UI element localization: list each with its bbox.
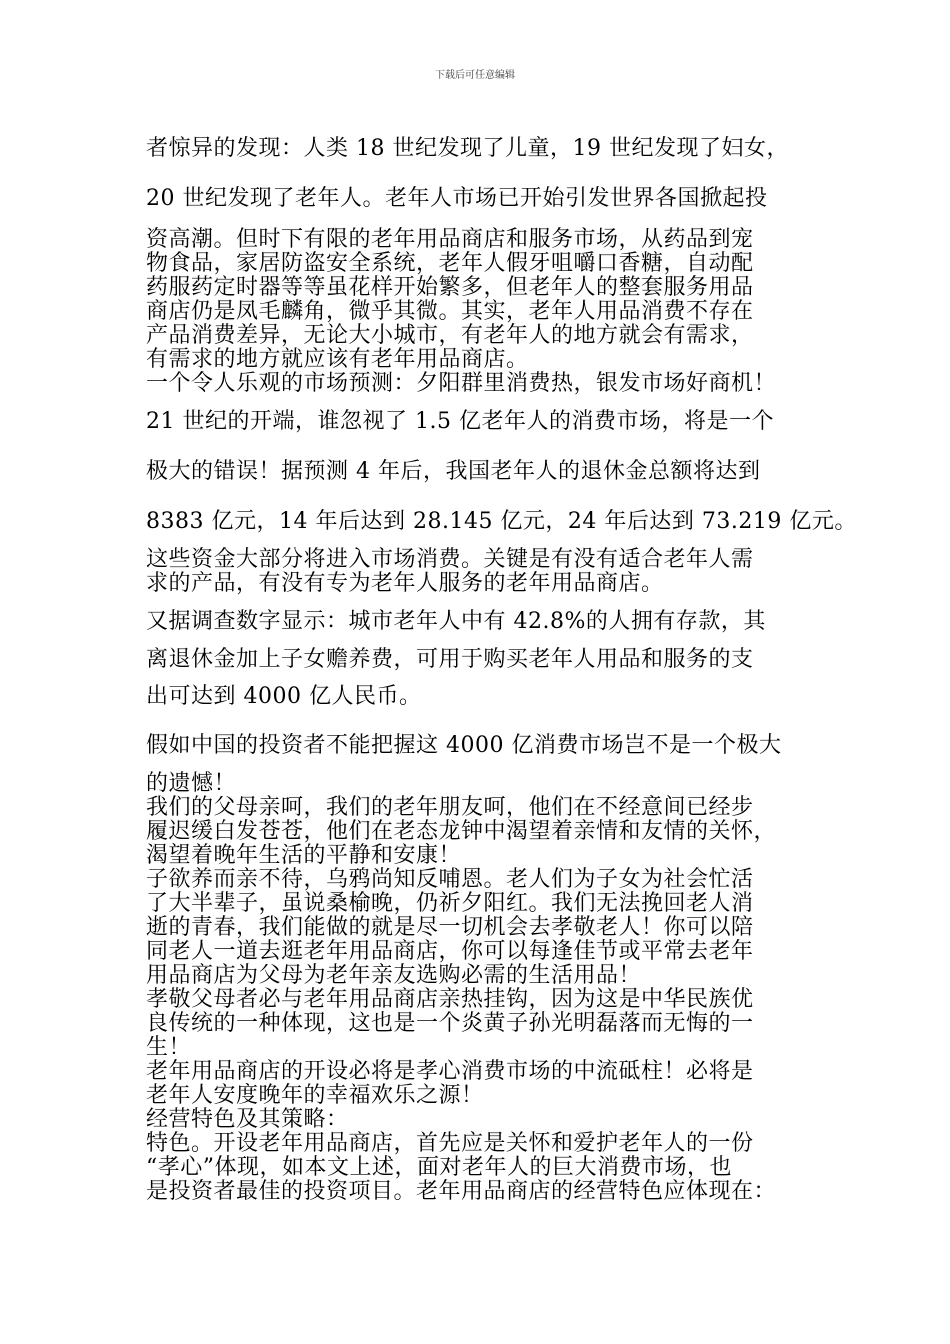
text-line: 用品商店为父母为老年亲友选购必需的生活用品！ (146, 963, 642, 988)
text-line: 的遗憾！ (146, 771, 237, 796)
text-line: 又据调查数字显示：城市老年人中有 42.8%的人拥有存款，其 (146, 609, 766, 634)
text-line: 特色。开设老年用品商店，首先应是关怀和爱护老年人的一份 (146, 1131, 754, 1156)
text-line: 履迟缓白发苍苍，他们在老态龙钟中渴望着亲情和友情的关怀， (146, 819, 777, 844)
page-header: 下载后可任意编辑 (435, 70, 515, 81)
text-line: 同老人一道去逛老年用品商店，你可以每逢佳节或平常去老年 (146, 939, 754, 964)
text-line: 资高潮。但时下有限的老年用品商店和服务市场，从药品到宠 (146, 227, 754, 252)
text-line: 孝敬父母者必与老年用品商店亲热挂钩，因为这是中华民族优 (146, 987, 754, 1012)
text-line: 药服药定时器等等虽花样开始繁多，但老年人的整套服务用品 (146, 275, 754, 300)
text-line: 离退休金加上子女赡养费，可用于购买老年人用品和服务的支 (146, 647, 754, 672)
text-line: 逝的青春，我们能做的就是尽一切机会去孝敬老人！你可以陪 (146, 915, 754, 940)
text-line: 生！ (146, 1035, 192, 1060)
text-line: 产品消费差异，无论大小城市，有老年人的地方就会有需求， (146, 323, 754, 348)
text-line: 20 世纪发现了老年人。老年人市场已开始引发世界各国掀起投 (146, 186, 768, 211)
text-line: 有需求的地方就应该有老年用品商店。 (146, 347, 529, 372)
text-line: 我们的父母亲呵，我们的老年朋友呵，他们在不经意间已经步 (146, 795, 754, 820)
text-line: 一个令人乐观的市场预测：夕阳群里消费热，银发市场好商机！ (146, 371, 777, 396)
text-line: 子欲养而亲不待，乌鸦尚知反哺恩。老人们为子女为社会忙活 (146, 867, 754, 892)
text-line: 了大半辈子，虽说桑榆晚，仍祈夕阳红。我们无法挽回老人消 (146, 891, 754, 916)
text-line: 商店仍是凤毛麟角，微乎其微。其实，老年人用品消费不存在 (146, 299, 754, 324)
text-line: 8383 亿元，14 年后达到 28.145 亿元，24 年后达到 73.219 亿元。 (146, 509, 857, 534)
text-line: 物食品，家居防盗安全系统，老年人假牙咀嚼口香糖，自动配 (146, 251, 754, 276)
text-line: 经营特色及其策略： (146, 1107, 349, 1132)
text-line: 这些资金大部分将进入市场消费。关键是有没有适合老年人需 (146, 547, 754, 572)
text-line: 良传统的一种体现，这也是一个炎黄子孙光明磊落而无悔的一 (146, 1011, 754, 1036)
text-line: 老年人安度晚年的幸福欢乐之源！ (146, 1083, 484, 1108)
text-line: “孝心”体现，如本文上述，面对老年人的巨大消费市场，也 (146, 1155, 732, 1180)
text-line: 渴望着晚年生活的平静和安康！ (146, 843, 462, 868)
text-line: 极大的错误！据预测 4 年后，我国老年人的退休金总额将达到 (146, 459, 761, 484)
text-line: 老年用品商店的开设必将是孝心消费市场的中流砥柱！必将是 (146, 1059, 754, 1084)
text-line: 出可达到 4000 亿人民币。 (146, 684, 422, 709)
text-line: 21 世纪的开端，谁忽视了 1.5 亿老年人的消费市场，将是一个 (146, 409, 774, 434)
text-line: 假如中国的投资者不能把握这 4000 亿消费市场岂不是一个极大 (146, 733, 782, 758)
text-line: 求的产品，有没有专为老年人服务的老年用品商店。 (146, 571, 664, 596)
text-line: 者惊异的发现：人类 18 世纪发现了儿童，19 世纪发现了妇女， (146, 136, 789, 161)
text-line: 是投资者最佳的投资项目。老年用品商店的经营特色应体现在： (146, 1179, 777, 1204)
